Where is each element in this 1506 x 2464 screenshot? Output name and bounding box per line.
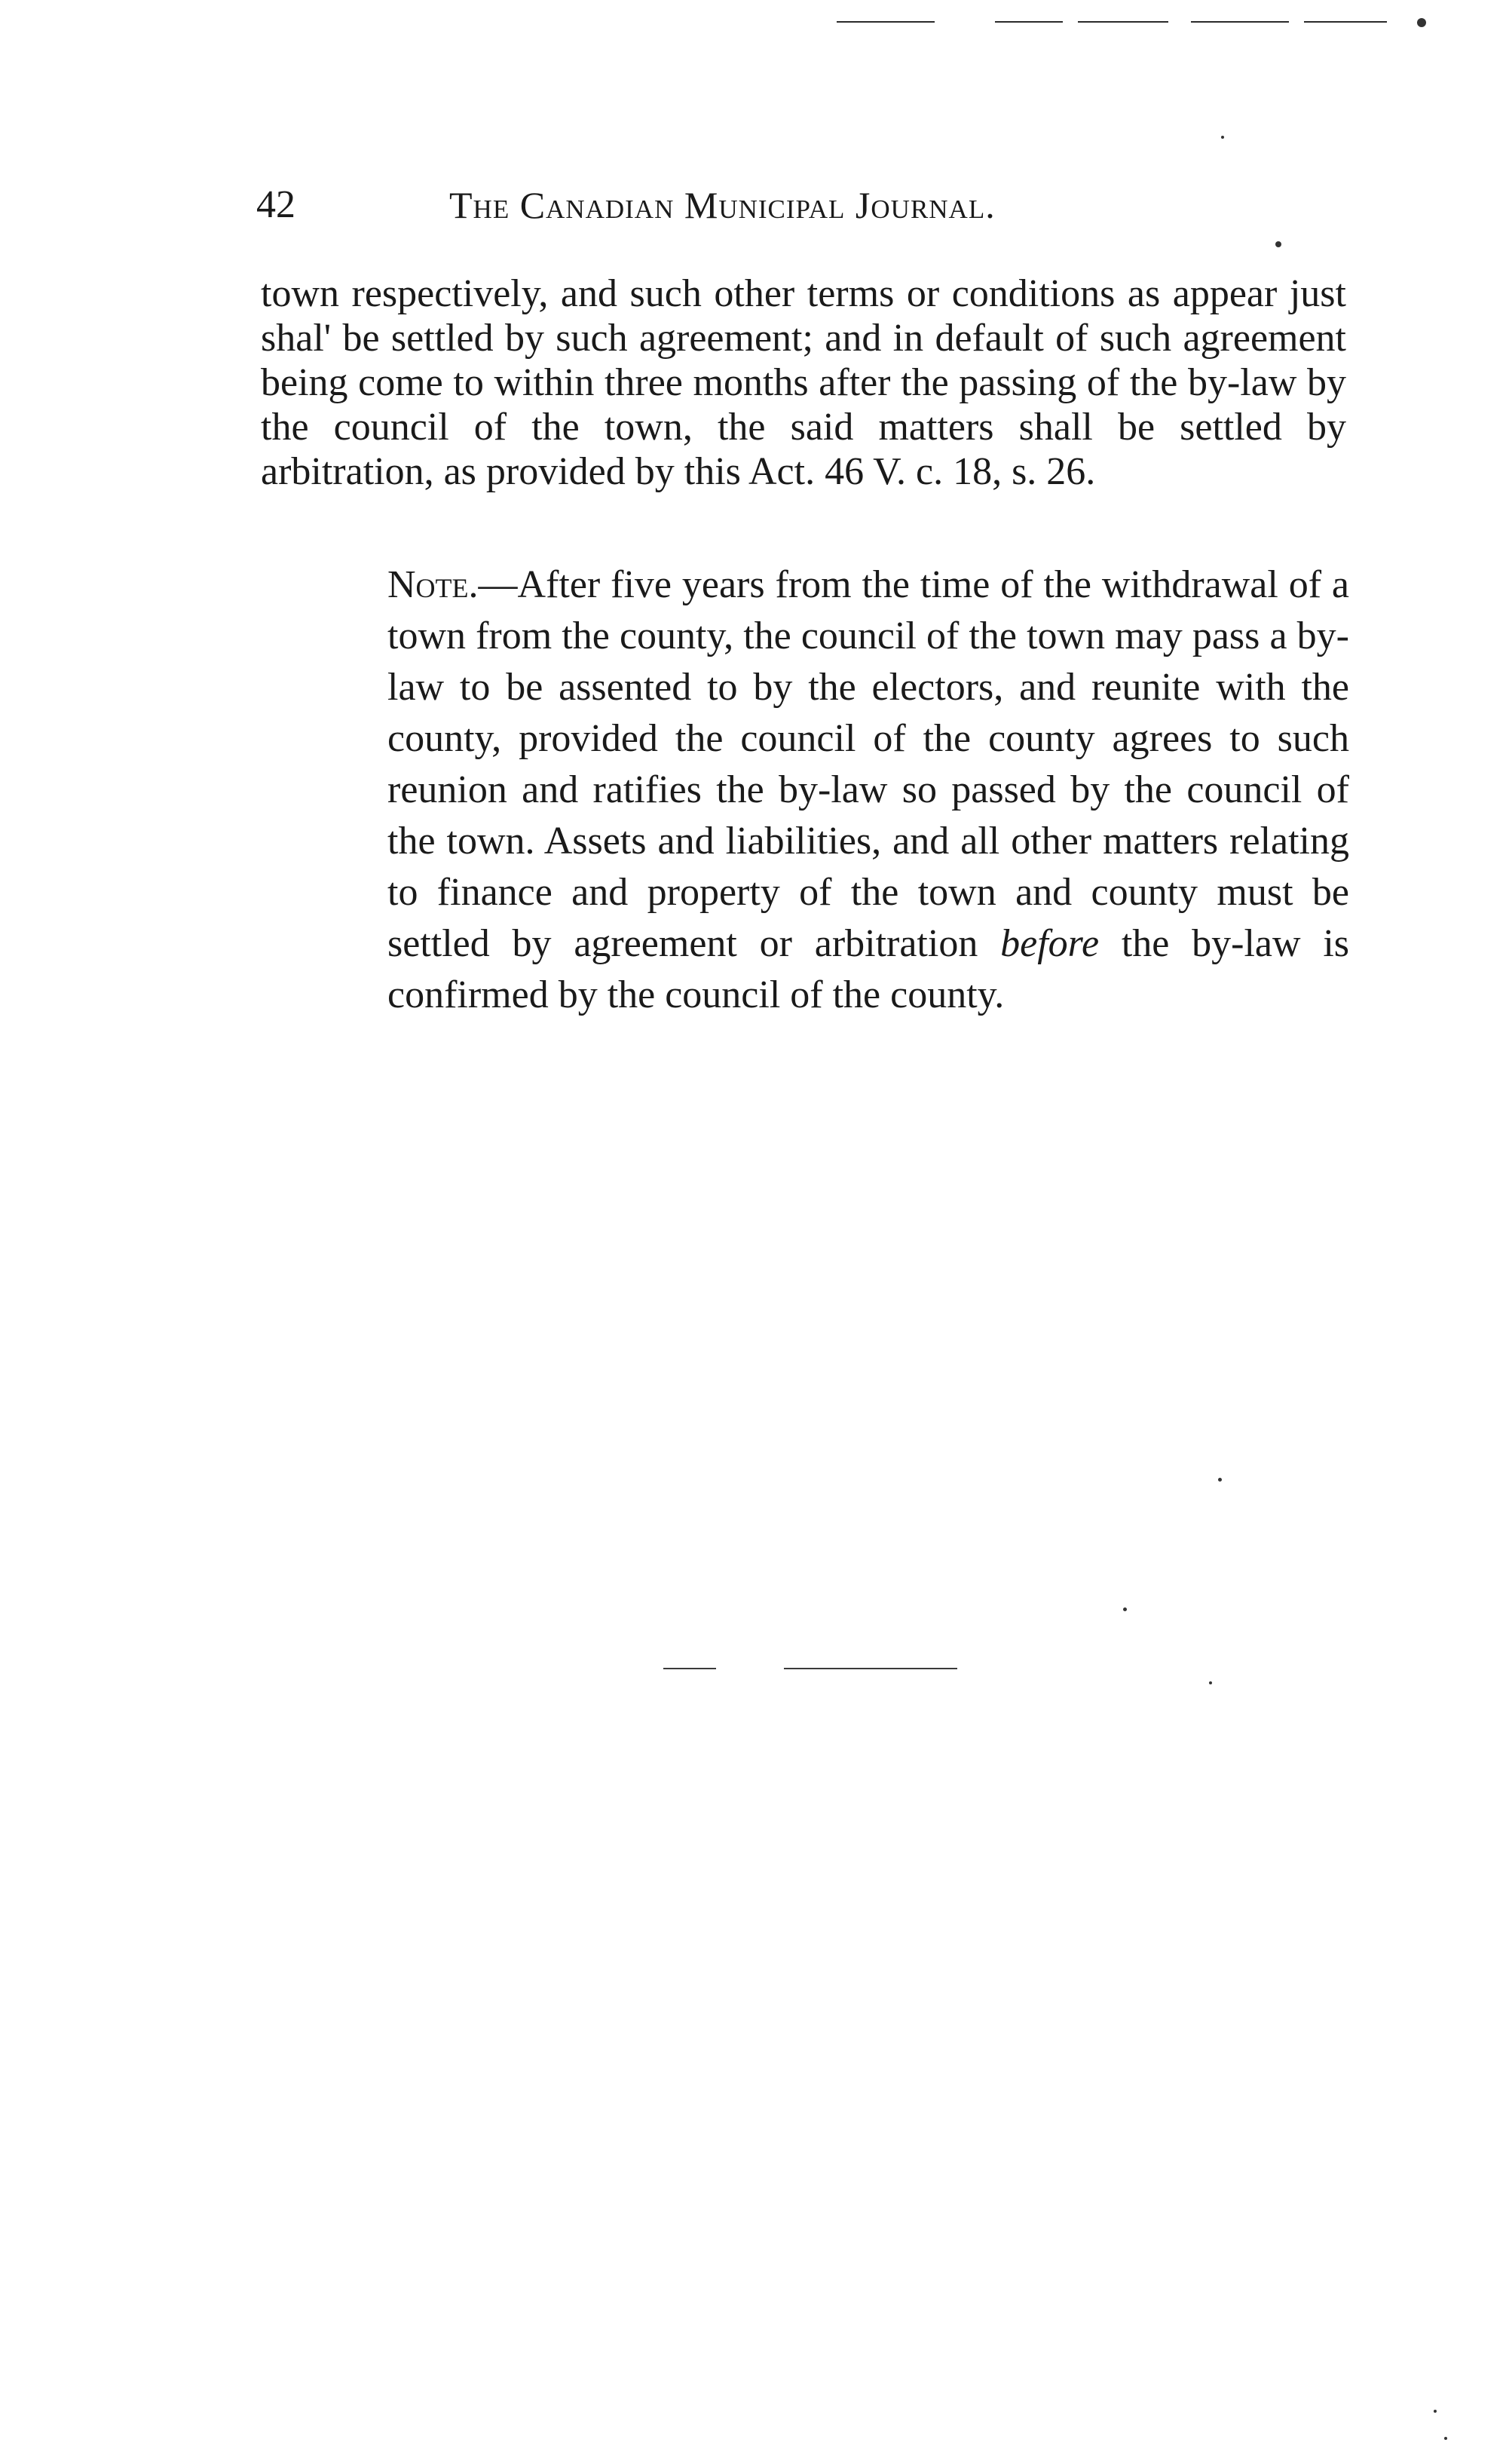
scan-artifact-top-rule — [995, 21, 1063, 23]
scan-artifact-speck — [1434, 2410, 1437, 2413]
scan-artifact-top-rule — [837, 21, 935, 23]
scan-artifact-top-rule — [1304, 21, 1387, 23]
footer-rule — [784, 1668, 957, 1669]
body-paragraph: town respectively, and such other terms or conditions as appear just shal' be settled by such agreement; and in default of such agreement being come to within three months after the passing of the by-law by the council of the town, the said matters shall be settled by arbitration, as provided by this Act. 46 V. c. 18, s. 26. — [261, 272, 1346, 493]
footer-rule — [663, 1668, 716, 1669]
running-head — [256, 175, 1266, 235]
note-paragraph — [387, 559, 1349, 1021]
scan-artifact-speck — [1275, 241, 1281, 247]
journal-title: The Canadian Municipal Journal. — [449, 184, 996, 226]
scan-artifact-speck — [1444, 2437, 1447, 2440]
scan-artifact-speck — [1209, 1681, 1212, 1684]
scan-artifact-top-rule — [1078, 21, 1168, 23]
scan-artifact-top-rule — [1191, 21, 1289, 23]
scan-artifact-speck — [1221, 136, 1224, 139]
scan-artifact-speck — [1417, 18, 1426, 27]
note-italic-word: before — [1000, 922, 1100, 965]
scan-artifact-speck — [1218, 1478, 1222, 1482]
note-text-end: the by-law is confirmed by the council of the county. — [387, 922, 1350, 1016]
note-text: —After five years from the time of the withdrawal of a town from the county, the council of the town may pass a by-law to be assented to by the electors, and reunite with the county, provided the council of the county agrees to such reunion and ratifies the by-law so passed by the council of the town. Assets and liabilities, and all other matters relating to finance and property of the town and county must be settled by agreement or arbitration — [387, 563, 1349, 965]
scan-artifact-speck — [1123, 1607, 1127, 1611]
note-label: Note. — [387, 563, 479, 606]
page-number: 42 — [256, 183, 295, 226]
